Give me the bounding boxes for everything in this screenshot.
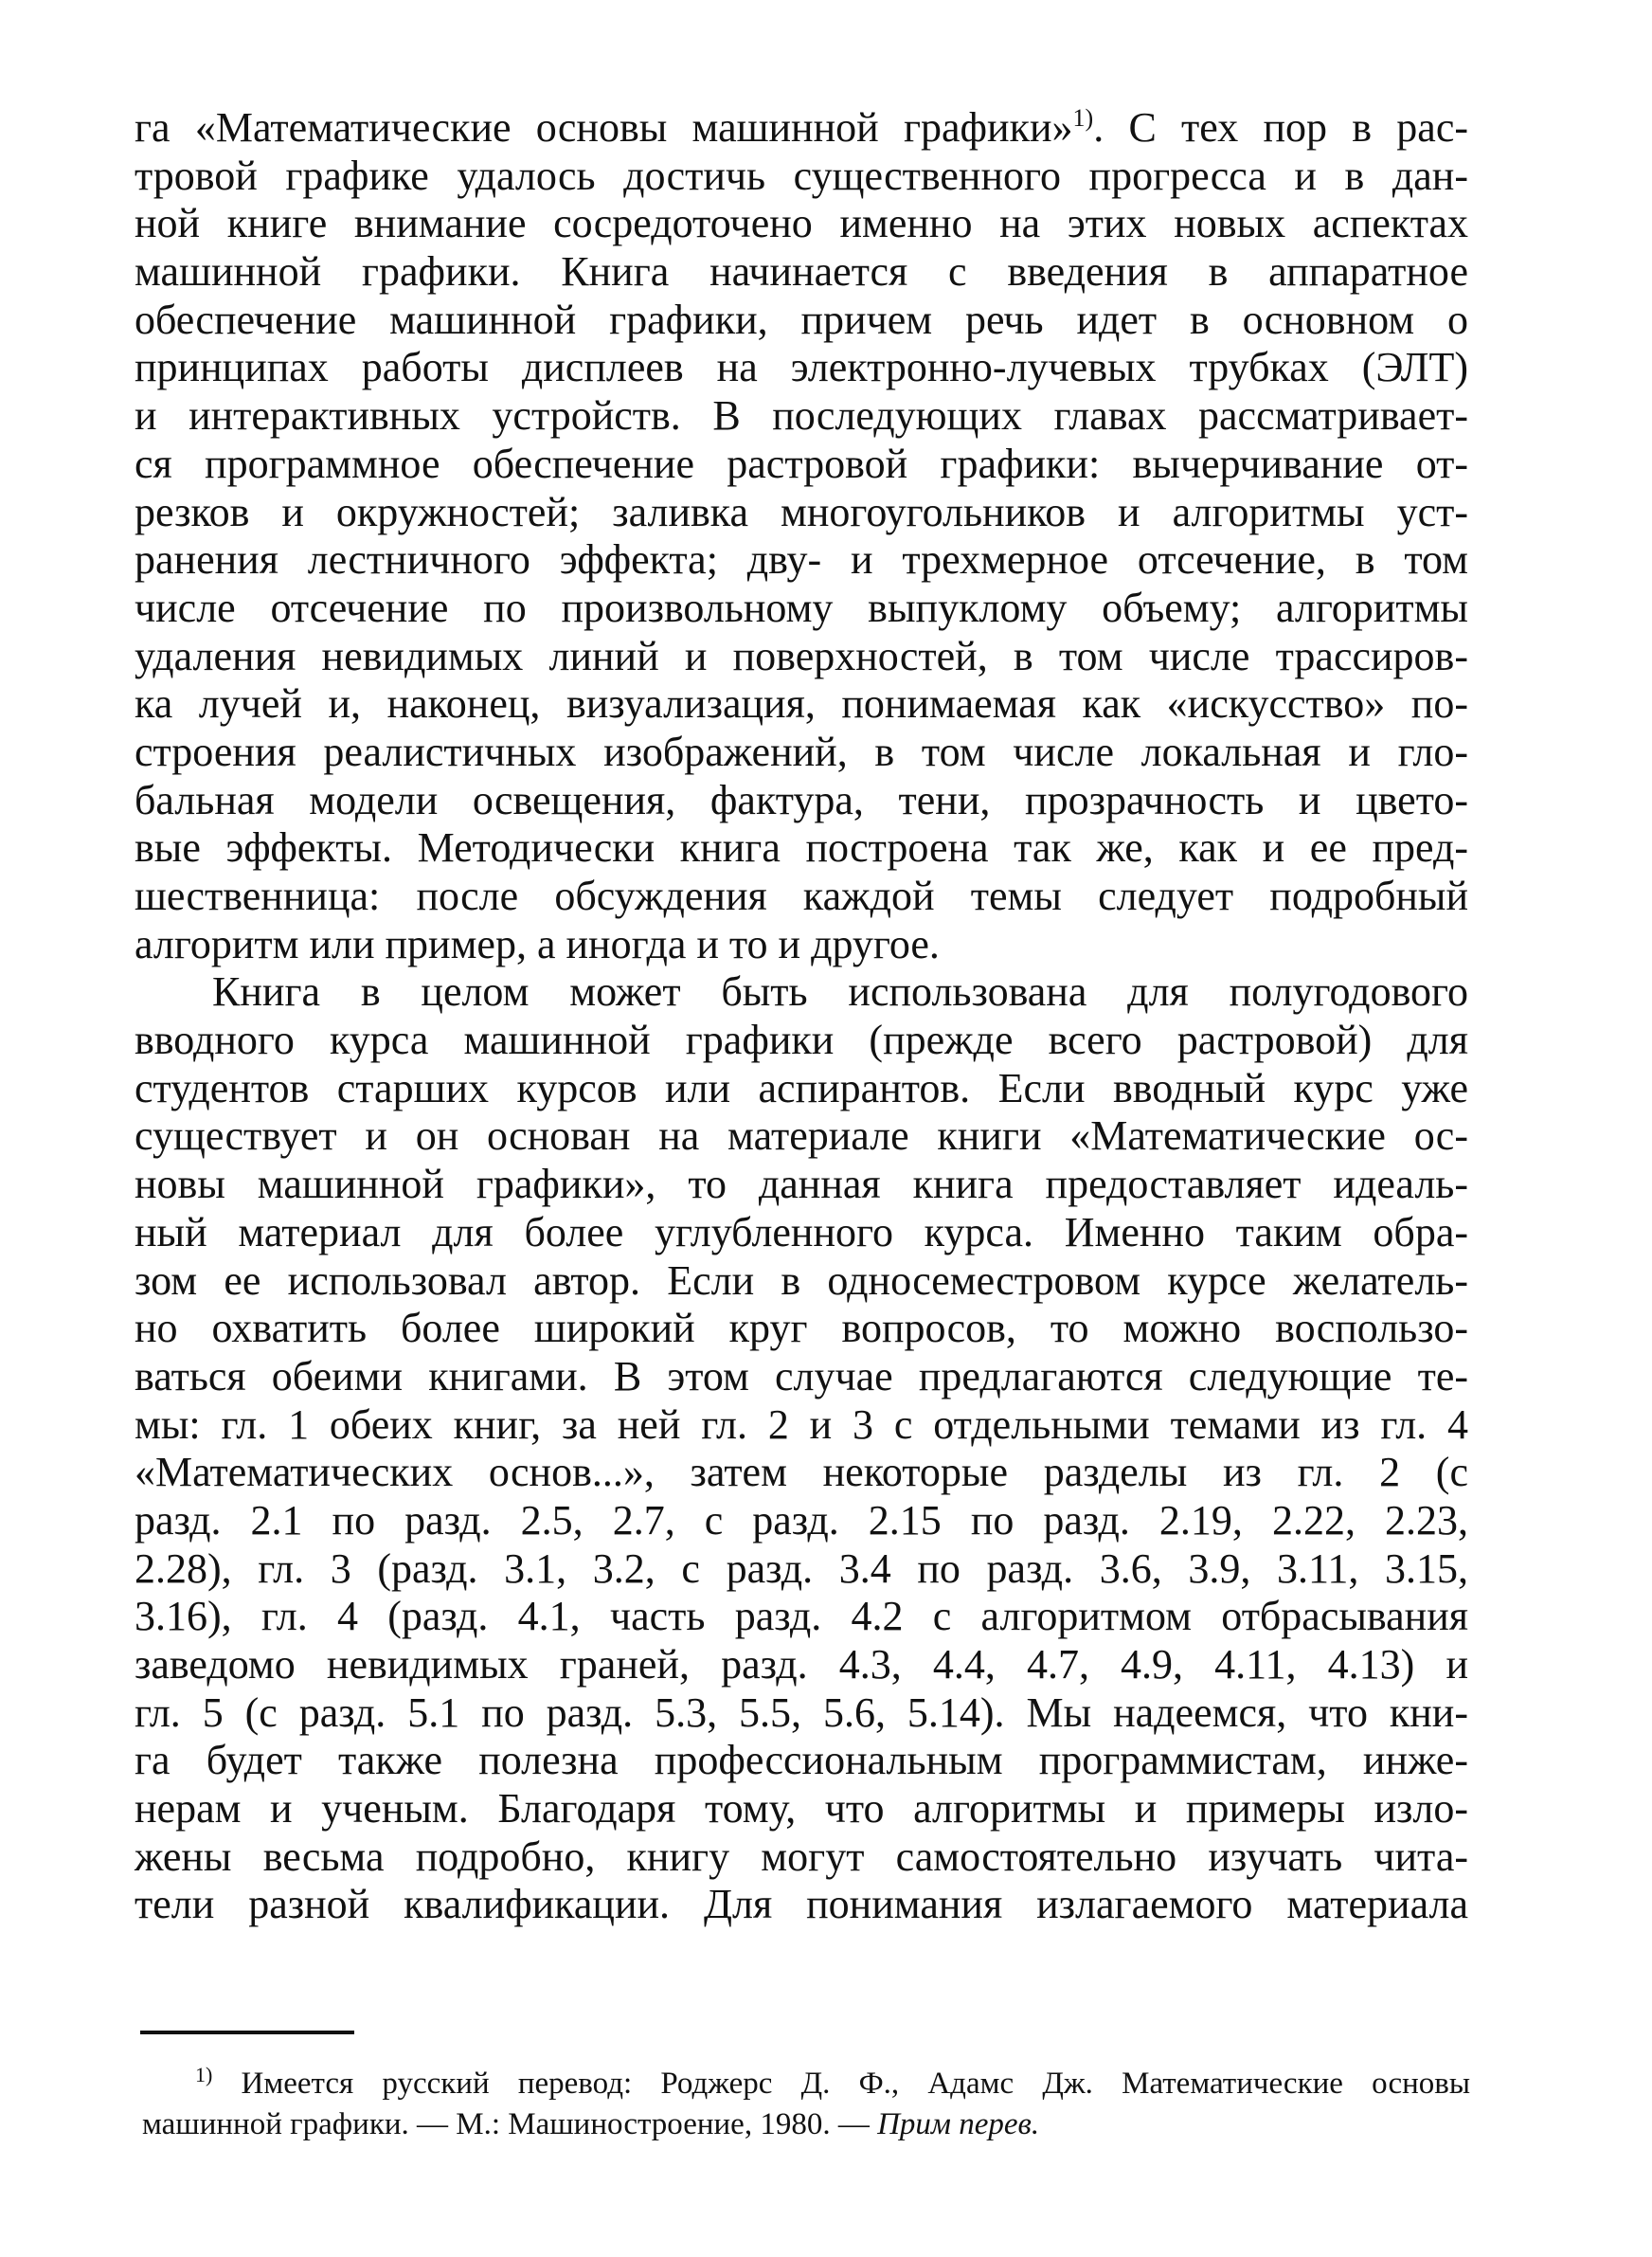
text-line: ка лучей и, наконец, визуализация, понимаемая как «искусство» по-	[135, 680, 1468, 728]
text-line: алгоритм или пример, а иногда и то и другое.	[135, 920, 940, 967]
text-line: ной книге внимание сосредоточено именно на этих новых аспектах	[135, 200, 1468, 247]
text-line: студентов старших курсов или аспирантов. Если вводный курс уже	[135, 1064, 1468, 1111]
footnote-line	[142, 2104, 1470, 2145]
paragraph-2	[135, 968, 1468, 1929]
text-line: га будет также полезна профессиональным программистам, инже-	[135, 1737, 1468, 1784]
text-line: но охватить более широкий круг вопросов, то можно воспользо-	[135, 1305, 1468, 1352]
text-line: резков и окружностей; заливка многоугольников и алгоритмы уст-	[135, 488, 1468, 535]
footnote-line	[142, 2064, 1470, 2104]
text-line	[135, 104, 1468, 153]
footnote-text: машинной графики. — М.: Машиностроение, 1980. —	[142, 2107, 878, 2141]
text-line: строения реалистичных изображений, в том числе локальная и гло-	[135, 728, 1468, 775]
text-line: новы машинной графики», то данная книга предоставляет идеаль-	[135, 1161, 1468, 1208]
text-line: жены весьма подробно, книгу могут самостоятельно изучать чита-	[135, 1833, 1468, 1880]
text-line: ный материал для более углубленного курса. Именно таким обра-	[135, 1208, 1468, 1255]
text-line: и интерактивных устройств. В последующих главах рассматривает-	[135, 392, 1468, 440]
translator-note: Прим перев.	[877, 2107, 1040, 2141]
footnote-reference: 1)	[1072, 104, 1094, 132]
text-line: тели разной квалификации. Для понимания излагаемого материала	[135, 1881, 1468, 1928]
footnote-marker: 1)	[195, 2063, 213, 2086]
footnote	[142, 2064, 1470, 2145]
text-line: вые эффекты. Методически книга построена так же, как и ее пред-	[135, 824, 1468, 872]
text-line: мы: гл. 1 обеих книг, за ней гл. 2 и 3 с отдельными темами из гл. 4	[135, 1400, 1468, 1448]
text-line: числе отсечение по произвольному выпуклому объему; алгоритмы	[135, 584, 1468, 631]
text-line: удаления невидимых линий и поверхностей, в том числе трассиров-	[135, 632, 1468, 679]
text-line: принципах работы дисплеев на электронно-лучевых трубках (ЭЛТ)	[135, 344, 1468, 391]
text-line: машинной графики. Книга начинается с введения в аппаратное	[135, 248, 1468, 296]
text-line: вводного курса машинной графики (прежде всего растровой) для	[135, 1017, 1468, 1064]
text-line: ваться обеими книгами. В этом случае предлагаются следующие те-	[135, 1352, 1468, 1399]
text-line: нерам и ученым. Благодаря тому, что алгоритмы и примеры изло-	[135, 1785, 1468, 1833]
text-line: бальная модели освещения, фактура, тени, прозрачность и цвето-	[135, 776, 1468, 823]
main-text	[135, 104, 1468, 1929]
text-line: гл. 5 (с разд. 5.1 по разд. 5.3, 5.5, 5.6, 5.14). Мы надеемся, что кни-	[135, 1688, 1468, 1736]
text-line: заведомо невидимых граней, разд. 4.3, 4.4, 4.7, 4.9, 4.11, 4.13) и	[135, 1641, 1468, 1688]
text-line-tail: . С тех пор в рас-	[1093, 104, 1469, 151]
text-line: ранения лестничного эффекта; дву- и трехмерное отсечение, в том	[135, 536, 1468, 584]
text-line-content: га «Математические основы машинной графики»	[135, 104, 1073, 151]
text-line: шественница: после обсуждения каждой темы следует подробный	[135, 873, 1468, 919]
text-line: 3.16), гл. 4 (разд. 4.1, часть разд. 4.2 с алгоритмом отбрасывания	[135, 1593, 1468, 1640]
footnote-text: Имеется русский перевод: Роджерс Д. Ф., Адамс Дж. Математические основы	[241, 2067, 1471, 2101]
paragraph-1	[135, 104, 1468, 968]
text-line: 2.28), гл. 3 (разд. 3.1, 3.2, с разд. 3.4 по разд. 3.6, 3.9, 3.11, 3.15,	[135, 1544, 1468, 1592]
text-line: зом ее использовал автор. Если в односеместровом курсе желатель-	[135, 1256, 1468, 1304]
text-line: тровой графике удалось достичь существенного прогресса и в дан-	[135, 152, 1468, 199]
text-line: Книга в целом может быть использована для полугодового	[212, 968, 1468, 1016]
text-line: ся программное обеспечение растровой графики: вычерчивание от-	[135, 440, 1468, 487]
text-line: разд. 2.1 по разд. 2.5, 2.7, с разд. 2.15 по разд. 2.19, 2.22, 2.23,	[135, 1496, 1468, 1544]
text-line: обеспечение машинной графики, причем речь идет в основном о	[135, 296, 1468, 343]
text-line: существует и он основан на материале книги «Математические ос-	[135, 1112, 1468, 1160]
text-line: «Математических основ...», затем некоторые разделы из гл. 2 (с	[135, 1449, 1468, 1496]
footnote-divider	[140, 2031, 354, 2034]
